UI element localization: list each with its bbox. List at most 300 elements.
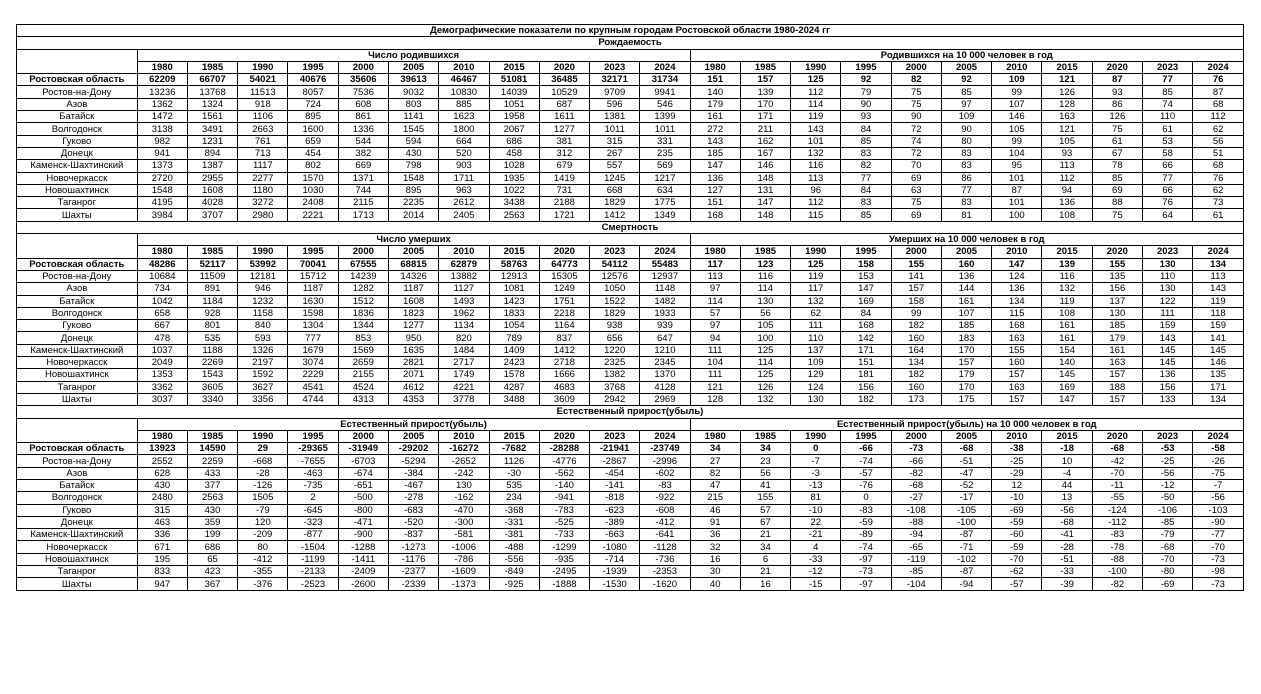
value-cell: 686 (489, 135, 539, 147)
rate-cell: 116 (791, 160, 841, 172)
group-label-rate: Умерших на 10 000 человек в год (690, 234, 1243, 246)
rate-cell: -15 (791, 578, 841, 590)
value-cell: 2563 (489, 209, 539, 221)
value-cell: 9941 (640, 86, 690, 98)
city-name: Шахты (17, 393, 138, 405)
year-header: 2010 (439, 430, 489, 442)
rate-cell: -17 (941, 492, 991, 504)
rate-cell: 157 (992, 393, 1042, 405)
value-cell: 2221 (288, 209, 338, 221)
rate-cell: -83 (841, 504, 891, 516)
value-cell: -1273 (388, 541, 438, 553)
rate-cell: 56 (740, 307, 790, 319)
rate-cell: -56 (1142, 467, 1192, 479)
rate-cell: 93 (1092, 86, 1142, 98)
rate-cell: -56 (1042, 504, 1092, 516)
rate-cell: -78 (1092, 541, 1142, 553)
rate-cell: 0 (791, 443, 841, 455)
city-name: Новочеркасск (17, 172, 138, 184)
value-cell: 1277 (539, 123, 589, 135)
rate-cell: -69 (1142, 578, 1192, 590)
rate-cell: 22 (791, 516, 841, 528)
value-cell: 1829 (590, 197, 640, 209)
value-cell: 3138 (137, 123, 187, 135)
rate-cell: 130 (1142, 283, 1192, 295)
value-cell: 1127 (439, 283, 489, 295)
value-cell: 713 (238, 147, 288, 159)
group-row (17, 234, 1244, 246)
year-header: 2000 (338, 61, 388, 73)
corner-cell (17, 49, 138, 61)
value-cell: 2969 (640, 393, 690, 405)
value-cell: -1080 (590, 541, 640, 553)
table-row (17, 172, 1244, 184)
rate-cell: 66 (1142, 160, 1192, 172)
value-cell: 4195 (137, 197, 187, 209)
rate-cell: 123 (740, 258, 790, 270)
rate-cell: 97 (690, 283, 740, 295)
value-cell: 4524 (338, 381, 388, 393)
rate-cell: 125 (791, 258, 841, 270)
rate-cell: 57 (740, 504, 790, 516)
value-cell: 4744 (288, 393, 338, 405)
city-name: Каменск-Шахтинский (17, 529, 138, 541)
rate-cell: -103 (1193, 504, 1244, 516)
rate-cell: -73 (841, 566, 891, 578)
value-cell: 2115 (338, 197, 388, 209)
rate-cell: -68 (891, 479, 941, 491)
rate-cell: 36 (690, 529, 740, 541)
rate-cell: 93 (1042, 147, 1092, 159)
table-row (17, 344, 1244, 356)
value-cell: 2942 (590, 393, 640, 405)
year-header: 2000 (891, 430, 941, 442)
value-cell: 1561 (187, 111, 237, 123)
value-cell: 596 (590, 98, 640, 110)
value-cell: -1006 (439, 541, 489, 553)
value-cell: 734 (137, 283, 187, 295)
value-cell: 454 (288, 147, 338, 159)
value-cell: -7682 (489, 443, 539, 455)
rate-cell: 110 (1142, 111, 1192, 123)
rate-cell: 124 (992, 270, 1042, 282)
rate-cell: 143 (1193, 283, 1244, 295)
rate-cell: 183 (941, 332, 991, 344)
rate-cell: 78 (1092, 160, 1142, 172)
rate-cell: 141 (891, 270, 941, 282)
rate-cell: -3 (791, 467, 841, 479)
value-cell: -714 (590, 553, 640, 565)
year-header: 1985 (187, 430, 237, 442)
value-cell: 679 (539, 160, 589, 172)
group-label-absolute: Число родившихся (137, 49, 690, 61)
rate-cell: 163 (1042, 111, 1092, 123)
rate-cell: 90 (841, 98, 891, 110)
table-row (17, 258, 1244, 270)
rate-cell: 44 (1042, 479, 1092, 491)
value-cell: 53992 (238, 258, 288, 270)
value-cell: -1620 (640, 578, 690, 590)
value-cell: -29365 (288, 443, 338, 455)
rate-cell: 151 (690, 74, 740, 86)
value-cell: 3984 (137, 209, 187, 221)
table-title: Демографические показатели по крупным городам Ростовской области 1980-2024 гг (17, 25, 1244, 37)
value-cell: 14326 (388, 270, 438, 282)
rate-cell: -77 (1193, 529, 1244, 541)
year-header: 2015 (1042, 430, 1092, 442)
value-cell: 1232 (238, 295, 288, 307)
value-cell: 1353 (137, 369, 187, 381)
rate-cell: 117 (791, 283, 841, 295)
year-header: 1985 (187, 246, 237, 258)
rate-cell: 114 (740, 283, 790, 295)
value-cell: 3272 (238, 197, 288, 209)
year-header: 2005 (941, 430, 991, 442)
rate-cell: 153 (841, 270, 891, 282)
rate-cell: 128 (690, 393, 740, 405)
group-label-rate: Родившихся на 10 000 человек в год (690, 49, 1243, 61)
year-header: 2023 (1142, 430, 1192, 442)
rate-cell: 129 (791, 369, 841, 381)
value-cell: 1666 (539, 369, 589, 381)
rate-cell: 76 (1193, 172, 1244, 184)
rate-cell: 70 (891, 160, 941, 172)
rate-cell: 134 (992, 295, 1042, 307)
year-header: 2005 (388, 61, 438, 73)
rate-cell: 82 (841, 160, 891, 172)
rate-cell: 83 (841, 147, 891, 159)
value-cell: -1609 (439, 566, 489, 578)
rate-cell: 124 (791, 381, 841, 393)
rate-cell: 75 (891, 86, 941, 98)
city-name: Ростов-на-Дону (17, 86, 138, 98)
rate-cell: 130 (791, 393, 841, 405)
rate-cell: 110 (791, 332, 841, 344)
rate-cell: -58 (1193, 443, 1244, 455)
table-row (17, 270, 1244, 282)
value-cell: 1148 (640, 283, 690, 295)
value-cell: 1231 (187, 135, 237, 147)
value-cell: -623 (590, 504, 640, 516)
year-header: 1990 (238, 246, 288, 258)
value-cell: 1180 (238, 184, 288, 196)
value-cell: -7655 (288, 455, 338, 467)
value-cell: -355 (238, 566, 288, 578)
rate-cell: 170 (941, 381, 991, 393)
value-cell: 15305 (539, 270, 589, 282)
rate-cell: 168 (992, 320, 1042, 332)
year-header: 1995 (288, 430, 338, 442)
rate-cell: 21 (740, 529, 790, 541)
value-cell: 1054 (489, 320, 539, 332)
value-cell: 3491 (187, 123, 237, 135)
value-cell: 1570 (288, 172, 338, 184)
value-cell: -2867 (590, 455, 640, 467)
section-row (17, 406, 1244, 418)
rate-cell: 155 (740, 492, 790, 504)
value-cell: 1387 (187, 160, 237, 172)
value-cell: 2188 (539, 197, 589, 209)
value-cell: 1423 (489, 295, 539, 307)
table-row (17, 516, 1244, 528)
table-row (17, 295, 1244, 307)
rate-cell: -68 (941, 443, 991, 455)
rate-cell: 88 (1092, 197, 1142, 209)
value-cell: -2523 (288, 578, 338, 590)
year-header: 2020 (539, 246, 589, 258)
rate-cell: 119 (1042, 295, 1092, 307)
rate-cell: 155 (1092, 258, 1142, 270)
rate-cell: 75 (891, 197, 941, 209)
value-cell: 3340 (187, 393, 237, 405)
rate-cell: 126 (1042, 86, 1092, 98)
value-cell: 1042 (137, 295, 187, 307)
rate-cell: 81 (941, 209, 991, 221)
value-cell: 946 (238, 283, 288, 295)
table-row (17, 381, 1244, 393)
rate-cell: 86 (1092, 98, 1142, 110)
value-cell: 2155 (338, 369, 388, 381)
rate-cell: 67 (1092, 147, 1142, 159)
rate-cell: 62 (791, 307, 841, 319)
rate-cell: -75 (1193, 467, 1244, 479)
year-row (17, 430, 1244, 442)
year-header: 2024 (1193, 61, 1244, 73)
rate-cell: 147 (740, 197, 790, 209)
value-cell: 2345 (640, 357, 690, 369)
rate-cell: 121 (1042, 74, 1092, 86)
value-cell: 1011 (640, 123, 690, 135)
value-cell: 1184 (187, 295, 237, 307)
value-cell: 1933 (640, 307, 690, 319)
value-cell: 367 (187, 578, 237, 590)
value-cell: 2229 (288, 369, 338, 381)
value-cell: -733 (539, 529, 589, 541)
rate-cell: 85 (1092, 172, 1142, 184)
value-cell: 1711 (439, 172, 489, 184)
value-cell: 938 (590, 320, 640, 332)
rate-cell: 160 (891, 332, 941, 344)
year-header: 1995 (288, 246, 338, 258)
rate-cell: 134 (1193, 393, 1244, 405)
value-cell: 1382 (590, 369, 640, 381)
city-name: Донецк (17, 516, 138, 528)
city-name: Волгодонск (17, 492, 138, 504)
value-cell: 1081 (489, 283, 539, 295)
rate-cell: -73 (1193, 553, 1244, 565)
rate-cell: 72 (891, 147, 941, 159)
rate-cell: 169 (841, 295, 891, 307)
rate-cell: 97 (690, 320, 740, 332)
rate-cell: -90 (1193, 516, 1244, 528)
rate-cell: 83 (841, 197, 891, 209)
value-cell: 731 (539, 184, 589, 196)
rate-cell: 108 (1042, 209, 1092, 221)
rate-cell: 140 (690, 86, 740, 98)
rate-cell: 69 (891, 209, 941, 221)
rate-cell: 147 (841, 283, 891, 295)
value-cell: -2339 (388, 578, 438, 590)
table-row (17, 479, 1244, 491)
value-cell: 331 (640, 135, 690, 147)
year-header: 1995 (841, 61, 891, 73)
rate-cell: 272 (690, 123, 740, 135)
rate-cell: 121 (1042, 123, 1092, 135)
year-header: 2020 (539, 61, 589, 73)
value-cell: 647 (640, 332, 690, 344)
value-cell: 430 (388, 147, 438, 159)
rate-cell: 77 (941, 184, 991, 196)
table-row (17, 283, 1244, 295)
value-cell: 13882 (439, 270, 489, 282)
rate-cell: -13 (791, 479, 841, 491)
value-cell: 336 (137, 529, 187, 541)
city-name: Каменск-Шахтинский (17, 344, 138, 356)
value-cell: 234 (489, 492, 539, 504)
rate-cell: 109 (992, 74, 1042, 86)
value-cell: 634 (640, 184, 690, 196)
rate-cell: 100 (740, 332, 790, 344)
table-row (17, 147, 1244, 159)
rate-cell: -52 (941, 479, 991, 491)
value-cell: 963 (439, 184, 489, 196)
value-cell: 2218 (539, 307, 589, 319)
rate-cell: 121 (690, 381, 740, 393)
rate-cell: -65 (891, 541, 941, 553)
value-cell: 1608 (187, 184, 237, 196)
year-header: 2015 (1042, 246, 1092, 258)
rate-cell: 51 (1193, 147, 1244, 159)
value-cell: 55483 (640, 258, 690, 270)
value-cell: 12913 (489, 270, 539, 282)
value-cell: 2277 (238, 172, 288, 184)
rate-cell: 188 (1092, 381, 1142, 393)
rate-cell: 147 (1042, 393, 1092, 405)
rate-cell: -10 (791, 504, 841, 516)
rate-cell: 122 (1142, 295, 1192, 307)
rate-cell: 119 (791, 270, 841, 282)
rate-cell: 109 (941, 111, 991, 123)
rate-cell: 57 (690, 307, 740, 319)
rate-cell: -42 (1092, 455, 1142, 467)
rate-cell: 132 (1042, 283, 1092, 295)
rate-cell: 83 (941, 197, 991, 209)
value-cell: 656 (590, 332, 640, 344)
value-cell: 628 (137, 467, 187, 479)
value-cell: 1592 (238, 369, 288, 381)
rate-cell: 75 (891, 98, 941, 110)
year-header: 2023 (1142, 61, 1192, 73)
value-cell: 2423 (489, 357, 539, 369)
rate-cell: 56 (740, 467, 790, 479)
rate-cell: 143 (690, 135, 740, 147)
rate-cell: 62 (1193, 123, 1244, 135)
value-cell: 840 (238, 320, 288, 332)
value-cell: 1721 (539, 209, 589, 221)
value-cell: 2197 (238, 357, 288, 369)
value-cell: -471 (338, 516, 388, 528)
value-cell: -368 (489, 504, 539, 516)
rate-cell: -66 (841, 443, 891, 455)
rate-cell: 74 (891, 135, 941, 147)
city-name: Азов (17, 98, 138, 110)
rate-cell: 85 (841, 209, 891, 221)
value-cell: 2718 (539, 357, 589, 369)
value-cell: -209 (238, 529, 288, 541)
value-cell: 1399 (640, 111, 690, 123)
value-cell: 80 (238, 541, 288, 553)
rate-cell: 61 (1092, 135, 1142, 147)
rate-cell: 105 (740, 320, 790, 332)
rate-cell: -12 (791, 566, 841, 578)
rate-cell: 111 (690, 369, 740, 381)
rate-cell: 158 (841, 258, 891, 270)
rate-cell: -100 (1092, 566, 1142, 578)
city-name: Новошахтинск (17, 553, 138, 565)
value-cell: 3627 (238, 381, 288, 393)
rate-cell: 61 (1193, 209, 1244, 221)
value-cell: 1823 (388, 307, 438, 319)
rate-cell: 167 (740, 147, 790, 159)
rate-cell: 4 (791, 541, 841, 553)
rate-cell: 135 (1193, 369, 1244, 381)
year-header: 1985 (740, 61, 790, 73)
table-row (17, 86, 1244, 98)
table-row (17, 123, 1244, 135)
value-cell: -488 (489, 541, 539, 553)
rate-cell: 77 (1142, 74, 1192, 86)
value-cell: -941 (539, 492, 589, 504)
rate-cell: 99 (992, 86, 1042, 98)
value-cell: 13768 (187, 86, 237, 98)
value-cell: 62879 (439, 258, 489, 270)
year-header: 2020 (1092, 246, 1142, 258)
city-name: Волгодонск (17, 307, 138, 319)
table-row (17, 455, 1244, 467)
value-cell: -323 (288, 516, 338, 528)
rate-cell: -100 (941, 516, 991, 528)
rate-cell: 112 (1193, 111, 1244, 123)
city-name: Азов (17, 467, 138, 479)
city-name: Ростов-на-Дону (17, 455, 138, 467)
rate-cell: -60 (992, 529, 1042, 541)
corner-cell (17, 246, 138, 258)
city-name: Азов (17, 283, 138, 295)
rate-cell: 143 (1142, 332, 1192, 344)
table-row (17, 578, 1244, 590)
rate-cell: 99 (992, 135, 1042, 147)
rate-cell: 116 (1042, 270, 1092, 282)
rate-cell: 87 (1193, 86, 1244, 98)
value-cell: 70041 (288, 258, 338, 270)
rate-cell: 139 (740, 86, 790, 98)
group-row (17, 418, 1244, 430)
year-header: 2015 (489, 246, 539, 258)
value-cell: 1164 (539, 320, 589, 332)
city-name: Батайск (17, 111, 138, 123)
value-cell: 2659 (338, 357, 388, 369)
value-cell: 12576 (590, 270, 640, 282)
value-cell: 8057 (288, 86, 338, 98)
rate-cell: 101 (992, 197, 1042, 209)
rate-cell: 81 (791, 492, 841, 504)
value-cell: 2 (288, 492, 338, 504)
rate-cell: 182 (891, 369, 941, 381)
rate-cell: 168 (690, 209, 740, 221)
rate-cell: 13 (1042, 492, 1092, 504)
rate-cell: -124 (1092, 504, 1142, 516)
table-row (17, 98, 1244, 110)
